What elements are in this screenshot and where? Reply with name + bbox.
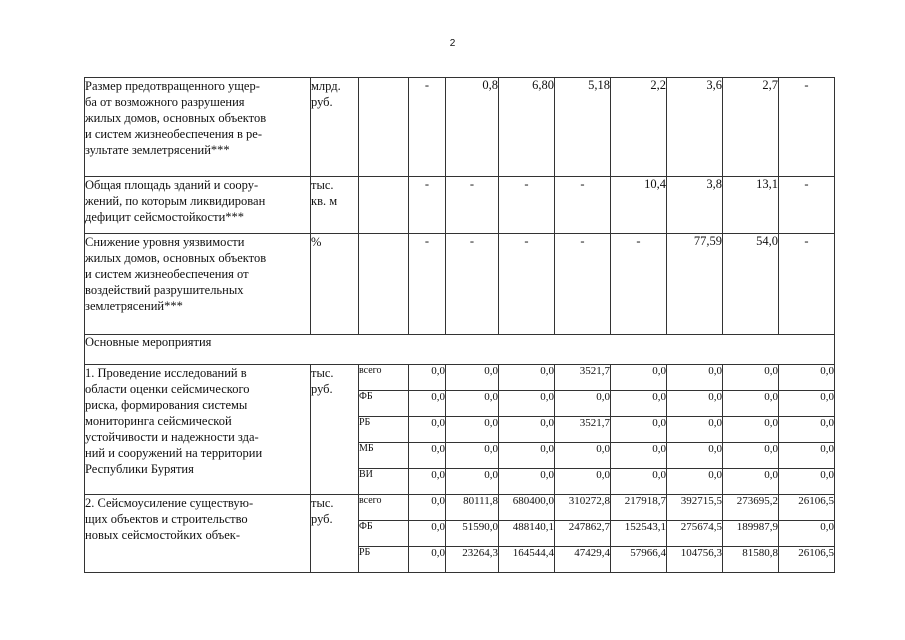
- funding-value: 0,0: [499, 365, 555, 391]
- indicator-unit: %: [311, 234, 359, 335]
- funding-value: 0,0: [499, 469, 555, 495]
- indicator-value: -: [499, 234, 555, 335]
- indicator-value: 3,8: [667, 177, 723, 234]
- indicator-value: -: [499, 177, 555, 234]
- funding-value: 0,0: [779, 365, 835, 391]
- funding-value: 0,0: [409, 495, 446, 521]
- funding-value: 3521,7: [555, 417, 611, 443]
- funding-value: 164544,4: [499, 547, 555, 573]
- indicator-value: -: [779, 78, 835, 177]
- funding-value: 152543,1: [611, 521, 667, 547]
- funding-value: 0,0: [667, 365, 723, 391]
- indicator-name: Общая площадь зданий и соору- жений, по которым ликвидирован дефицит сейсмостойкости***: [85, 177, 311, 234]
- indicator-value: 3,6: [667, 78, 723, 177]
- funding-value: 47429,4: [555, 547, 611, 573]
- funding-value: 0,0: [779, 443, 835, 469]
- indicator-value: 2,2: [611, 78, 667, 177]
- indicator-row: [85, 78, 835, 177]
- indicator-unit: млрд. руб.: [311, 78, 359, 177]
- indicator-row: [85, 234, 835, 335]
- table-body: [85, 78, 835, 573]
- funding-value: 104756,3: [667, 547, 723, 573]
- indicator-unit: тыс. кв. м: [311, 177, 359, 234]
- funding-value: 0,0: [446, 365, 499, 391]
- funding-value: 3521,7: [555, 365, 611, 391]
- indicator-value: 2,7: [723, 78, 779, 177]
- funding-value: 0,0: [779, 417, 835, 443]
- funding-value: 0,0: [611, 417, 667, 443]
- funding-value: 0,0: [446, 469, 499, 495]
- funding-value: 0,0: [409, 417, 446, 443]
- funding-value: 189987,9: [723, 521, 779, 547]
- funding-value: 0,0: [446, 417, 499, 443]
- funding-source: ФБ: [359, 391, 409, 417]
- funding-row: [85, 495, 835, 521]
- funding-value: 26106,5: [779, 547, 835, 573]
- funding-value: 0,0: [555, 443, 611, 469]
- funding-value: 0,0: [667, 469, 723, 495]
- indicator-value: -: [555, 234, 611, 335]
- indicator-value: -: [555, 177, 611, 234]
- indicator-name: Снижение уровня уязвимости жилых домов, основных объектов и систем жизнеобеспечения от воздействий разрушительных землетрясений***: [85, 234, 311, 335]
- funding-value: 0,0: [723, 391, 779, 417]
- funding-value: 57966,4: [611, 547, 667, 573]
- indicator-value: -: [779, 177, 835, 234]
- funding-value: 247862,7: [555, 521, 611, 547]
- funding-value: 0,0: [555, 469, 611, 495]
- funding-value: 680400,0: [499, 495, 555, 521]
- funding-value: 0,0: [499, 417, 555, 443]
- funding-value: 0,0: [611, 365, 667, 391]
- funding-value: 0,0: [409, 365, 446, 391]
- funding-value: 392715,5: [667, 495, 723, 521]
- funding-value: 0,0: [779, 469, 835, 495]
- empty-source-cell: [359, 234, 409, 335]
- indicator-value: -: [446, 177, 499, 234]
- event-unit: тыс. руб.: [311, 365, 359, 495]
- funding-value: 0,0: [409, 391, 446, 417]
- funding-value: 0,0: [723, 417, 779, 443]
- funding-value: 0,0: [409, 443, 446, 469]
- indicator-value: -: [409, 177, 446, 234]
- funding-value: 217918,7: [611, 495, 667, 521]
- funding-value: 0,0: [779, 391, 835, 417]
- funding-value: 0,0: [611, 443, 667, 469]
- funding-value: 0,0: [446, 391, 499, 417]
- funding-value: 26106,5: [779, 495, 835, 521]
- indicator-value: -: [409, 78, 446, 177]
- funding-value: 0,0: [779, 521, 835, 547]
- section-title: Основные мероприятия: [85, 335, 835, 365]
- funding-value: 0,0: [723, 443, 779, 469]
- funding-source: РБ: [359, 417, 409, 443]
- indicator-value: 77,59: [667, 234, 723, 335]
- funding-value: 0,0: [499, 443, 555, 469]
- indicator-value: 6,80: [499, 78, 555, 177]
- funding-source: всего: [359, 495, 409, 521]
- funding-row: [85, 365, 835, 391]
- funding-value: 81580,8: [723, 547, 779, 573]
- indicator-value: -: [446, 234, 499, 335]
- funding-value: 0,0: [667, 391, 723, 417]
- indicator-name: Размер предотвращенного ущер- ба от возможного разрушения жилых домов, основных объектов и систем жизнеобеспечения в ре- зультате землетрясений***: [85, 78, 311, 177]
- funding-value: 0,0: [611, 469, 667, 495]
- funding-source: ФБ: [359, 521, 409, 547]
- funding-source: МБ: [359, 443, 409, 469]
- indicator-value: -: [409, 234, 446, 335]
- funding-value: 80111,8: [446, 495, 499, 521]
- indicator-value: 10,4: [611, 177, 667, 234]
- empty-source-cell: [359, 78, 409, 177]
- indicator-value: 0,8: [446, 78, 499, 177]
- funding-value: 0,0: [409, 469, 446, 495]
- funding-value: 51590,0: [446, 521, 499, 547]
- event-name: 1. Проведение исследований в области оценки сейсмического риска, формирования системы мониторинга сейсмической устойчивости и надежности зда- ний и сооружений на территории Республики Бурятия: [85, 365, 311, 495]
- funding-value: 488140,1: [499, 521, 555, 547]
- funding-value: 0,0: [723, 469, 779, 495]
- funding-value: 0,0: [446, 443, 499, 469]
- section-row: [85, 335, 835, 365]
- funding-source: всего: [359, 365, 409, 391]
- funding-value: 0,0: [555, 391, 611, 417]
- event-name: 2. Сейсмоусиление существую- щих объектов и строительство новых сейсмостойких объек-: [85, 495, 311, 573]
- indicator-value: 54,0: [723, 234, 779, 335]
- indicator-row: [85, 177, 835, 234]
- program-indicators-table: [84, 77, 835, 573]
- funding-value: 0,0: [667, 443, 723, 469]
- funding-value: 0,0: [409, 521, 446, 547]
- event-unit: тыс. руб.: [311, 495, 359, 573]
- indicator-value: -: [611, 234, 667, 335]
- indicator-value: 13,1: [723, 177, 779, 234]
- funding-value: 275674,5: [667, 521, 723, 547]
- empty-source-cell: [359, 177, 409, 234]
- funding-value: 0,0: [611, 391, 667, 417]
- indicator-value: -: [779, 234, 835, 335]
- funding-value: 0,0: [499, 391, 555, 417]
- indicator-value: 5,18: [555, 78, 611, 177]
- funding-value: 0,0: [667, 417, 723, 443]
- funding-value: 0,0: [723, 365, 779, 391]
- funding-source: ВИ: [359, 469, 409, 495]
- funding-source: РБ: [359, 547, 409, 573]
- funding-value: 0,0: [409, 547, 446, 573]
- funding-value: 23264,3: [446, 547, 499, 573]
- funding-value: 310272,8: [555, 495, 611, 521]
- page-number: 2: [449, 38, 456, 49]
- funding-value: 273695,2: [723, 495, 779, 521]
